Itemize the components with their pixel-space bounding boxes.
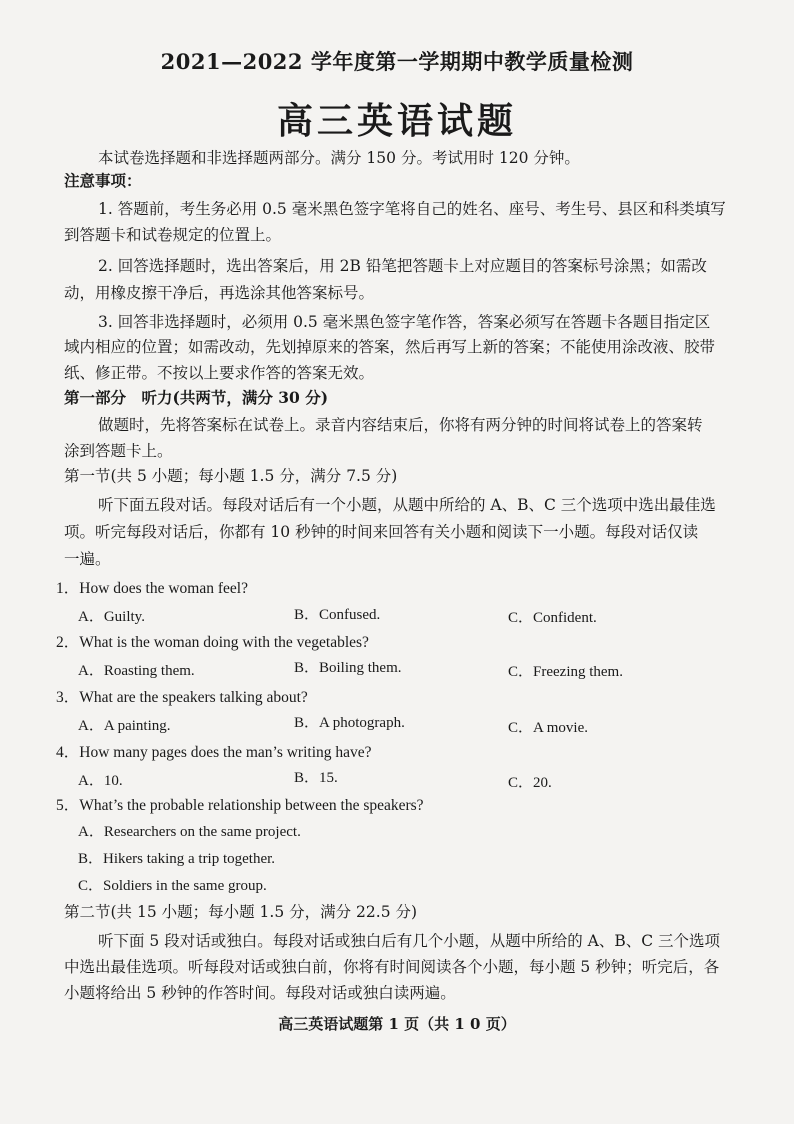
question-1-stem: 1．How does the woman feel? bbox=[56, 580, 248, 597]
notes-heading: 注意事项： bbox=[64, 171, 142, 190]
question-4-option-a: A．10. bbox=[78, 773, 123, 789]
question-2-option-b: B．Boiling them. bbox=[294, 660, 402, 676]
section2-instr-line-1: 听下面 5 段对话或独白。每段对话或独白后有几个小题，从题中所给的 A、B、C 三个选项 bbox=[98, 932, 721, 950]
exam-title: 2021—2022 学年度第一学期期中教学质量检测 bbox=[160, 49, 634, 74]
question-1-option-b: B．Confused. bbox=[294, 607, 381, 623]
question-4-option-c: C．20. bbox=[508, 775, 552, 791]
note-1-line-1: 1. 答题前，考生务必用 0.5 毫米黑色签字笔将自己的姓名、座号、考生号、县区和科类填写 bbox=[98, 200, 726, 218]
question-3-option-a: A．A painting. bbox=[78, 718, 171, 734]
note-3-line-3: 纸、修正带。不按以上要求作答的答案无效。 bbox=[64, 364, 375, 382]
section1-instr-line-3: 一遍。 bbox=[64, 550, 111, 568]
question-5-stem: 5．What’s the probable relationship between the speakers? bbox=[56, 797, 424, 814]
question-1-option-c: C．Confident. bbox=[508, 610, 597, 626]
section1-heading: 第一节(共 5 小题；每小题 1.5 分，满分 7.5 分) bbox=[64, 467, 398, 485]
intro-text: 本试卷选择题和非选择题两部分。满分 150 分。考试用时 120 分钟。 bbox=[98, 149, 580, 167]
section1-instr-line-1: 听下面五段对话。每段对话后有一个小题，从题中所给的 A、B、C 三个选项中选出最佳选 bbox=[98, 496, 716, 514]
part1-instr-line-2: 涂到答题卡上。 bbox=[64, 442, 173, 460]
question-1-option-a: A．Guilty. bbox=[78, 609, 145, 625]
section2-instr-line-2: 中选出最佳选项。听每段对话或独白前，你将有时间阅读各个小题，每小题 5 秒钟；听完后，各 bbox=[64, 958, 720, 976]
question-3-option-b: B．A photograph. bbox=[294, 715, 405, 731]
question-4-stem: 4．How many pages does the man’s writing have? bbox=[56, 744, 372, 761]
question-5-option-a: A．Researchers on the same project. bbox=[78, 824, 301, 840]
question-2-option-c: C．Freezing them. bbox=[508, 664, 623, 680]
part1-instr-line-1: 做题时，先将答案标在试卷上。录音内容结束后，你将有两分钟的时间将试卷上的答案转 bbox=[98, 416, 703, 434]
section1-instr-line-2: 项。听完每段对话后，你都有 10 秒钟的时间来回答有关小题和阅读下一小题。每段对话仅读 bbox=[64, 523, 699, 541]
note-3-line-1: 3. 回答非选择题时，必须用 0.5 毫米黑色签字笔作答，答案必须写在答题卡各题目指定区 bbox=[98, 313, 711, 331]
section2-instr-line-3: 小题将给出 5 秒钟的作答时间。每段对话或独白读两遍。 bbox=[64, 984, 456, 1002]
part1-heading: 第一部分 听力(共两节，满分 30 分) bbox=[64, 388, 329, 407]
section2-heading: 第二节(共 15 小题；每小题 1.5 分，满分 22.5 分) bbox=[64, 903, 418, 921]
note-3-line-2: 域内相应的位置；如需改动，先划掉原来的答案，然后再写上新的答案；不能使用涂改液、胶带 bbox=[64, 338, 716, 356]
question-5-option-b: B．Hikers taking a trip together. bbox=[78, 851, 276, 867]
question-2-option-a: A．Roasting them. bbox=[78, 663, 195, 679]
page-footer: 高三英语试题第 1 页（共 1 0 页） bbox=[278, 1015, 516, 1033]
note-1-line-2: 到答题卡和试卷规定的位置上。 bbox=[64, 226, 282, 244]
question-4-option-b: B．15. bbox=[294, 770, 338, 786]
note-2-line-1: 2. 回答选择题时，选出答案后，用 2B 铅笔把答题卡上对应题目的答案标号涂黑；如需改 bbox=[98, 257, 707, 275]
question-2-stem: 2．What is the woman doing with the vegetables? bbox=[56, 634, 369, 651]
question-5-option-c: C．Soldiers in the same group. bbox=[78, 878, 267, 894]
question-3-stem: 3．What are the speakers talking about? bbox=[56, 689, 308, 706]
note-2-line-2: 动，用橡皮擦干净后，再选涂其他答案标号。 bbox=[64, 284, 375, 302]
subject-title: 高三英语试题 bbox=[276, 100, 517, 142]
question-3-option-c: C．A movie. bbox=[508, 720, 589, 736]
